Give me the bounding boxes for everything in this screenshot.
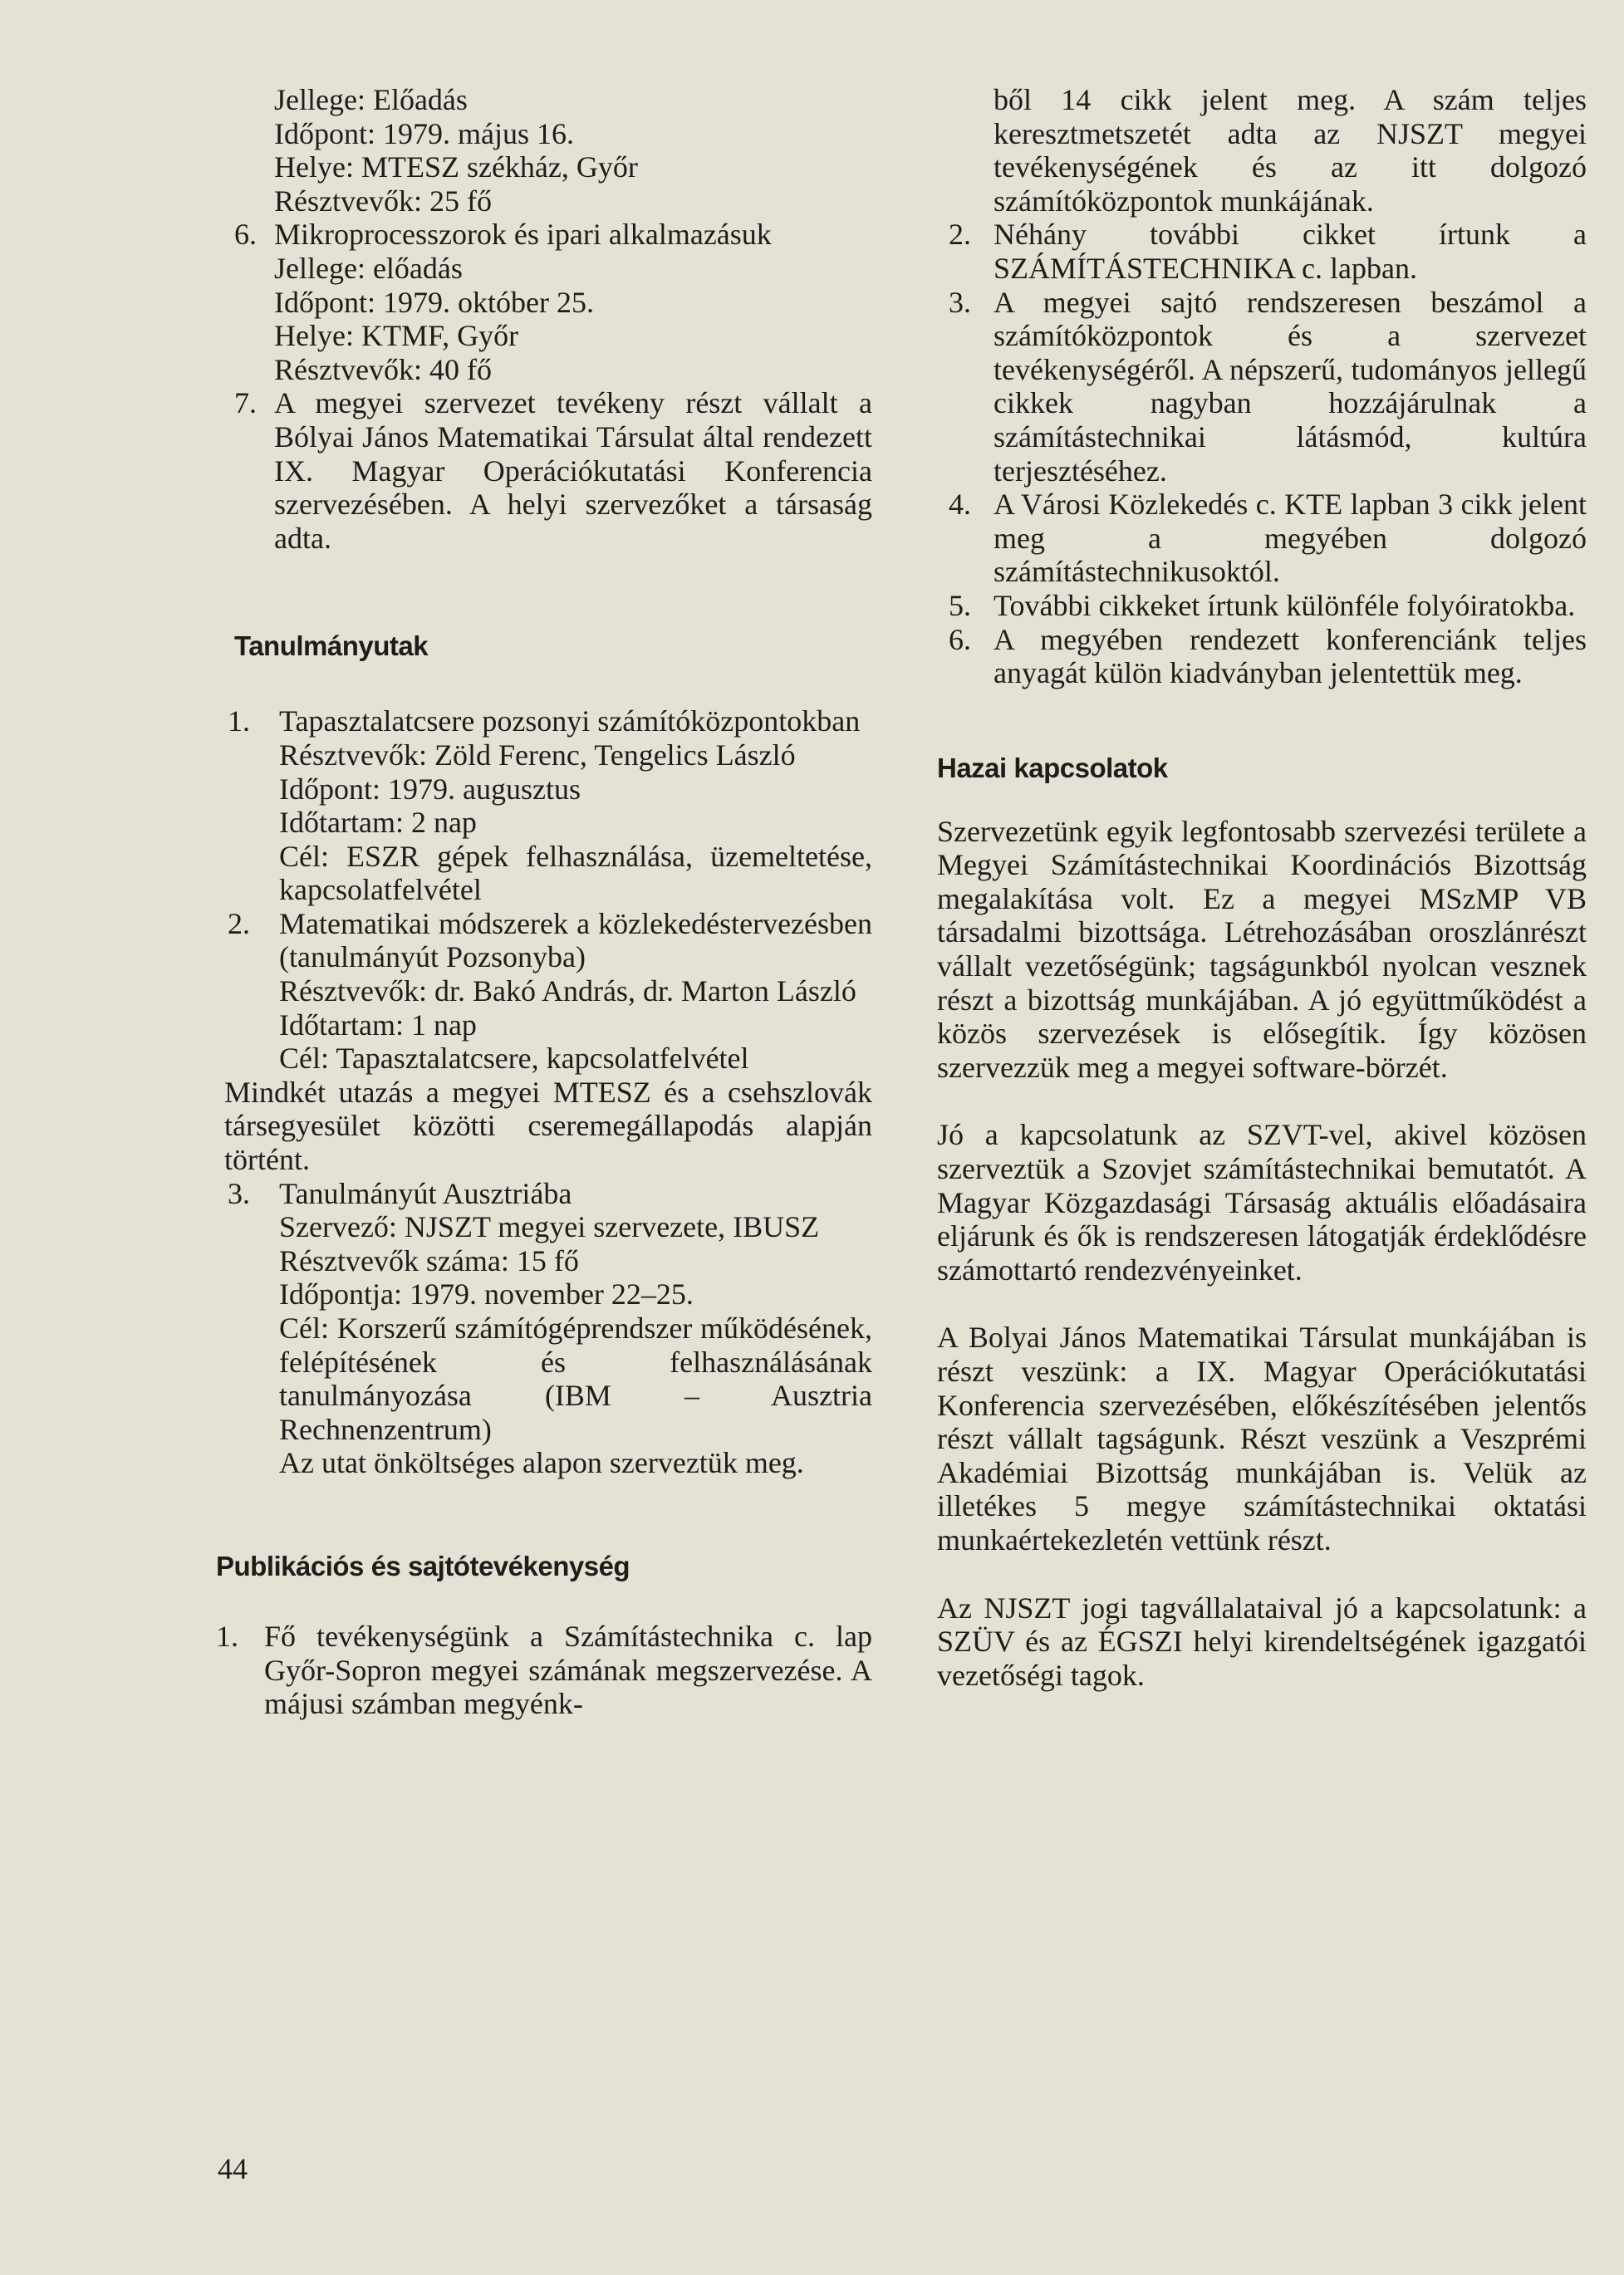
section-heading-study-trips: Tanulmányutak bbox=[234, 630, 429, 662]
list-number: 3. bbox=[949, 285, 971, 319]
study-trip-3 bbox=[228, 1177, 872, 1480]
detail-line: Időpont: 1979. augusztus bbox=[279, 772, 581, 806]
left-column bbox=[216, 83, 872, 1721]
paragraph: Jó a kapcsolatunk az SZVT-vel, akivel közösen szerveztük a Szovjet számítástechnikai bemutatót. A Magyar Közgazdasági Társaság aktuális előadásaira eljárunk és ők is rendszeresen látogatják érdeklődésre számottartó rendezvényeinket. bbox=[937, 1118, 1587, 1287]
event-date: Időpont: 1979. május 16. bbox=[274, 116, 574, 150]
study-trip-2 bbox=[228, 907, 872, 1076]
right-column bbox=[937, 83, 1587, 1692]
detail-line: Résztvevők: dr. Bakó András, dr. Marton László bbox=[279, 974, 856, 1008]
study-trip-title: Tapasztalatcsere pozsonyi számítóközpontokban bbox=[279, 704, 861, 738]
paragraph: Az NJSZT jogi tagvállalataival jó a kapcsolatunk: a SZÜV és az ÉGSZI helyi kirendeltségének igazgatói vezetőségi tagok. bbox=[937, 1591, 1587, 1692]
list-number: 4. bbox=[949, 488, 971, 522]
list-number: 2. bbox=[228, 906, 250, 940]
detail-line: Résztvevők: 40 fő bbox=[274, 352, 492, 386]
list-item-text: A megyében rendezett konferenciánk teljes anyagát külön kiadványban jelentettük meg. bbox=[994, 622, 1587, 690]
section-heading-domestic-relations: Hazai kapcsolatok bbox=[937, 752, 1168, 783]
list-number: 5. bbox=[949, 588, 971, 622]
publication-item-6 bbox=[937, 623, 1587, 690]
study-trip-title: Matematikai módszerek a közlekedéstervezésben (tanulmányút Pozsonyba) bbox=[279, 906, 872, 974]
detail-line: Résztvevők: Zöld Ferenc, Tengelics László bbox=[279, 738, 796, 772]
detail-line: Cél: Korszerű számítógéprendszer működésének, felépítésének és felhasználásának tanulmányozása (IBM – Ausztria Rechnenzentrum) bbox=[279, 1312, 872, 1446]
page-number: 44 bbox=[218, 2152, 248, 2185]
study-trip-title: Tanulmányút Ausztriába bbox=[279, 1176, 572, 1210]
study-trip-1 bbox=[228, 704, 872, 907]
paragraph: A Bolyai János Matematikai Társulat munkájában is részt veszünk: a IX. Magyar Operációkutatási Konferencia szervezésében, előkészítésében jelentős részt vállalt tagságunk. Részt veszünk a Veszprémi Akadémiai Bizottság munkájában is. Velük az illetékes 5 megye számítástechnikai oktatási munkaértekezletén vettünk részt. bbox=[937, 1321, 1587, 1557]
event-details bbox=[216, 83, 872, 218]
list-number: 6. bbox=[949, 622, 971, 656]
list-number: 2. bbox=[949, 218, 971, 252]
detail-line: Időpontja: 1979. november 22–25. bbox=[279, 1277, 694, 1312]
list-item-text: A megyei szervezet tevékeny részt vállalt a Bólyai János Matematikai Társulat által rendezett IX. Magyar Operációkutatási Konferencia szervezésében. A helyi szervezőket a társaság adta. bbox=[274, 386, 872, 555]
list-item-text: Néhány további cikket írtunk a SZÁMÍTÁSTECHNIKA c. lapban. bbox=[994, 218, 1587, 285]
detail-line: Időtartam: 1 nap bbox=[279, 1008, 477, 1042]
list-item-text: További cikkeket írtunk különféle folyóiratokba. bbox=[994, 588, 1576, 622]
event-type: Jellege: Előadás bbox=[274, 83, 468, 116]
list-number: 7. bbox=[234, 386, 257, 420]
event-participants: Résztvevők: 25 fő bbox=[274, 184, 492, 218]
publication-item-3 bbox=[937, 286, 1587, 488]
publication-item-1 bbox=[216, 1620, 872, 1721]
paragraph: Szervezetünk egyik legfontosabb szervezési területe a Megyei Számítástechnikai Koordinációs Bizottság megalakítása volt. Ez a megyei MSzMP VB társadalmi bizottsága. Létrehozásában oroszlánrészt vállalt vezetőségünk; tagságunkból nyolcan vesznek részt a bizottság munkájában. A jó együttműködést a közös szervezések is elősegítik. Így közösen szervezzük meg a megyei software-börzét. bbox=[937, 814, 1587, 1084]
list-item-text: A megyei sajtó rendszeresen beszámol a számítóközpontok és a szervezet tevékenységéről. A népszerű, tudományos jellegű cikkek nagyban hozzájárulnak a számítástechnikai látásmód, kultúra terjesztéséhez. bbox=[994, 285, 1587, 488]
list-item-title: Mikroprocesszorok és ipari alkalmazásuk bbox=[274, 218, 772, 252]
list-number: 6. bbox=[234, 218, 257, 252]
list-item-text: Fő tevékenységünk a Számítástechnika c. lap Győr-Sopron megyei számának megszervezése. A májusi számban megyénk- bbox=[264, 1619, 872, 1721]
list-item-text: A Városi Közlekedés c. KTE lapban 3 cikk jelent meg a megyében dolgozó számítástechnikusoktól. bbox=[994, 488, 1587, 589]
list-number: 1. bbox=[216, 1619, 238, 1653]
section-heading-publications: Publikációs és sajtótevékenység bbox=[216, 1550, 630, 1581]
detail-line: Cél: ESZR gépek felhasználása, üzemeltetése, kapcsolatfelvétel bbox=[279, 839, 872, 907]
detail-line: Helye: KTMF, Győr bbox=[274, 319, 519, 353]
detail-line: Időpont: 1979. október 25. bbox=[274, 285, 594, 319]
publication-item-1-continued: ből 14 cikk jelent meg. A szám teljes keresztmetszetét adta az NJSZT megyei tevékenységének és az itt dolgozó számítóközpontok munkájának. bbox=[994, 83, 1587, 218]
detail-line: Jellege: előadás bbox=[274, 251, 463, 285]
detail-line: Az utat önköltséges alapon szerveztük meg. bbox=[279, 1446, 804, 1480]
publication-item-4 bbox=[937, 488, 1587, 589]
detail-line: Időtartam: 2 nap bbox=[279, 806, 477, 840]
list-number: 3. bbox=[228, 1176, 250, 1210]
list-number: 1. bbox=[228, 704, 250, 738]
study-trips-note: Mindkét utazás a megyei MTESZ és a csehszlovák társegyesület közötti cseremegállapodás alapján történt. bbox=[224, 1075, 872, 1177]
list-item-7 bbox=[216, 386, 872, 555]
detail-line: Cél: Tapasztalatcsere, kapcsolatfelvétel bbox=[279, 1042, 749, 1076]
publication-item-2 bbox=[937, 218, 1587, 285]
detail-line: Résztvevők száma: 15 fő bbox=[279, 1243, 579, 1277]
list-item-6 bbox=[216, 218, 872, 386]
publication-item-5 bbox=[937, 589, 1587, 623]
detail-line: Szervező: NJSZT megyei szervezete, IBUSZ bbox=[279, 1210, 820, 1244]
event-place: Helye: MTESZ székház, Győr bbox=[274, 150, 638, 184]
